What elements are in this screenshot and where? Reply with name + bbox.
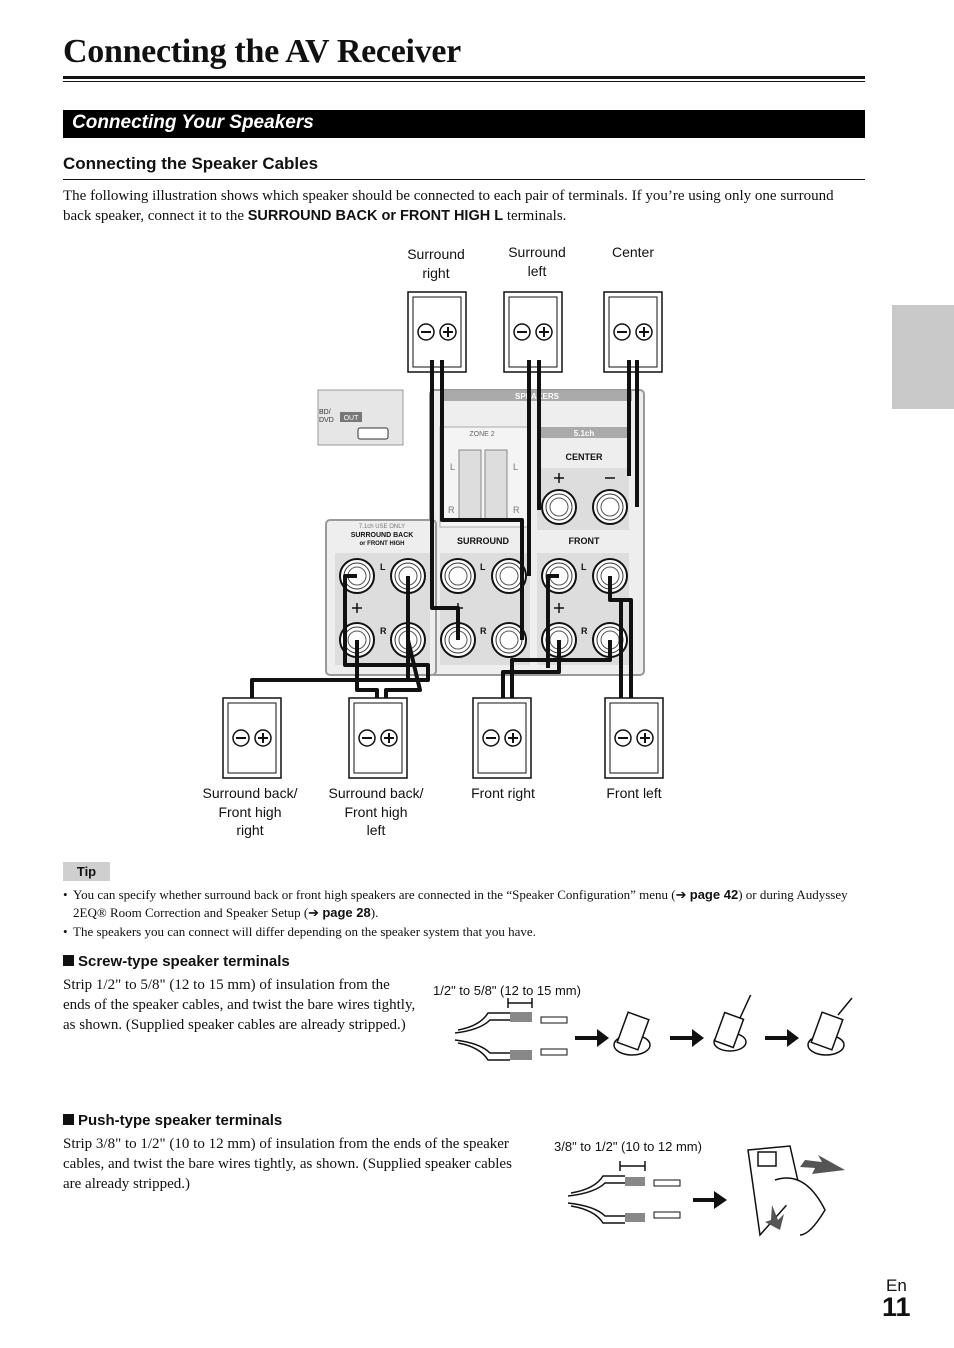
push-heading — [63, 1112, 282, 1129]
label-front-left — [584, 784, 684, 803]
speakers-label: SPEAKERS — [514, 392, 560, 401]
label-line: Surround back/ — [202, 785, 298, 801]
bd-label: BD/ — [319, 409, 331, 416]
label-line: Front high — [344, 803, 408, 820]
label-line: Surround — [407, 246, 465, 262]
tip-text: The speakers you can connect will differ depending on the speaker system that you have. — [73, 924, 536, 939]
label-line: Front high — [218, 803, 282, 820]
tip-item — [63, 923, 863, 941]
intro-bold: SURROUND BACK or FRONT HIGH L — [247, 208, 504, 224]
label-surround-left — [497, 243, 577, 280]
page-ref-link[interactable]: page 42 — [689, 887, 739, 902]
ch71-label: 7.1ch USE ONLY — [358, 524, 406, 530]
section-bar — [63, 110, 865, 138]
sb-r-label: R — [380, 626, 387, 636]
label-front-right — [453, 784, 553, 803]
side-tab — [892, 305, 954, 409]
label-line: Center — [611, 244, 655, 260]
zone2-l-right: L — [513, 462, 519, 472]
speaker-front-right — [473, 698, 531, 778]
label-line: left — [527, 262, 547, 279]
bullet-square-icon — [63, 955, 74, 966]
tip-text: ). — [370, 905, 379, 920]
speaker-sb-left — [349, 698, 407, 778]
subheading-rule — [63, 179, 865, 180]
sur-r-label: R — [480, 626, 487, 636]
intro-text: The following illustration shows which speaker should be connected to each pair of terminals. If you’re using only one surround back speaker, connect it to the — [63, 188, 834, 224]
speaker-center — [604, 292, 662, 372]
footer-lang: En — [886, 1276, 907, 1295]
label-line: left — [366, 822, 386, 838]
intro-paragraph — [63, 186, 863, 226]
label-line: right — [422, 264, 450, 281]
ch51-label: 5.1ch — [573, 429, 595, 438]
page-title: Connecting the AV Receiver — [63, 33, 461, 70]
speaker-surround-left — [504, 292, 562, 372]
terminal-center-minus — [593, 490, 627, 524]
front-panel-label: FRONT — [568, 536, 600, 546]
terminal-sur-l-plus — [441, 559, 475, 593]
tip-list — [63, 886, 863, 942]
page-number: 11 — [882, 1292, 911, 1322]
push-text: Strip 3/8" to 1/2" (10 to 12 mm) of insulation from the ends of the speaker cables, and twist the bare wires tightly, as shown. (Supplied speaker cables are already stripped.) — [63, 1136, 512, 1192]
subheading: Connecting the Speaker Cables — [63, 154, 319, 173]
speaker-wiring-diagram — [190, 285, 670, 785]
screw-terminal-illustration — [440, 995, 860, 1070]
sb-label-1: SURROUND BACK — [350, 532, 414, 539]
sur-l-label: L — [480, 562, 486, 572]
section-title: Connecting Your Speakers — [72, 112, 314, 133]
sb-l-label: L — [380, 562, 386, 572]
terminal-center-plus — [542, 490, 576, 524]
label-surround-right — [396, 245, 476, 282]
title-rule-thin — [63, 81, 865, 82]
tip-text: ) or during Audyssey 2EQ® Room Correction and Speaker Setup (➔ — [73, 887, 848, 920]
page-ref-link[interactable]: page 28 — [322, 905, 371, 920]
label-line: right — [236, 822, 264, 838]
label-sb-left — [321, 784, 431, 840]
label-sb-right — [195, 784, 305, 840]
speaker-front-left — [605, 698, 663, 778]
speaker-sb-right — [223, 698, 281, 778]
label-line: Front left — [606, 785, 662, 801]
push-measure: 3/8" to 1/2" (10 to 12 mm) — [554, 1139, 702, 1154]
zone2-l-left: L — [450, 462, 456, 472]
zone2-r-left: R — [448, 505, 455, 515]
push-terminal-illustration — [560, 1140, 860, 1240]
fr-l-label: L — [581, 562, 587, 572]
bullet-square-icon — [63, 1114, 74, 1125]
screw-heading — [63, 953, 290, 970]
tip-label: Tip — [63, 862, 110, 881]
screw-heading-text: Screw-type speaker terminals — [78, 953, 290, 970]
label-line: Surround — [508, 244, 566, 260]
screw-measure: 1/2" to 5/8" (12 to 15 mm) — [433, 983, 581, 998]
dvd-label: DVD — [319, 417, 334, 424]
label-center — [593, 243, 673, 262]
out-label: OUT — [343, 415, 359, 422]
label-line: Front right — [471, 785, 535, 801]
tip-text: You can specify whether surround back or front high speakers are connected in the “Speaker Configuration” menu (➔ — [73, 887, 687, 902]
speaker-surround-right — [408, 292, 466, 372]
center-panel-label: CENTER — [565, 452, 603, 462]
zone2-label: ZONE 2 — [469, 431, 495, 438]
label-line: Surround back/ — [328, 785, 424, 801]
surround-panel-label: SURROUND — [456, 536, 510, 546]
push-heading-text: Push-type speaker terminals — [78, 1112, 283, 1129]
screw-text: Strip 1/2" to 5/8" (12 to 15 mm) of insulation from the ends of the speaker cables, and twist the bare wires tightly, as shown. (Supplied speaker cables are already stripped.) — [63, 977, 416, 1033]
fr-r-label: R — [581, 626, 588, 636]
sb-label-2: or FRONT HIGH — [359, 541, 405, 547]
zone2-r-right: R — [513, 505, 520, 515]
tip-item — [63, 886, 863, 922]
intro-end: terminals. — [506, 208, 567, 224]
title-rule — [63, 76, 865, 79]
